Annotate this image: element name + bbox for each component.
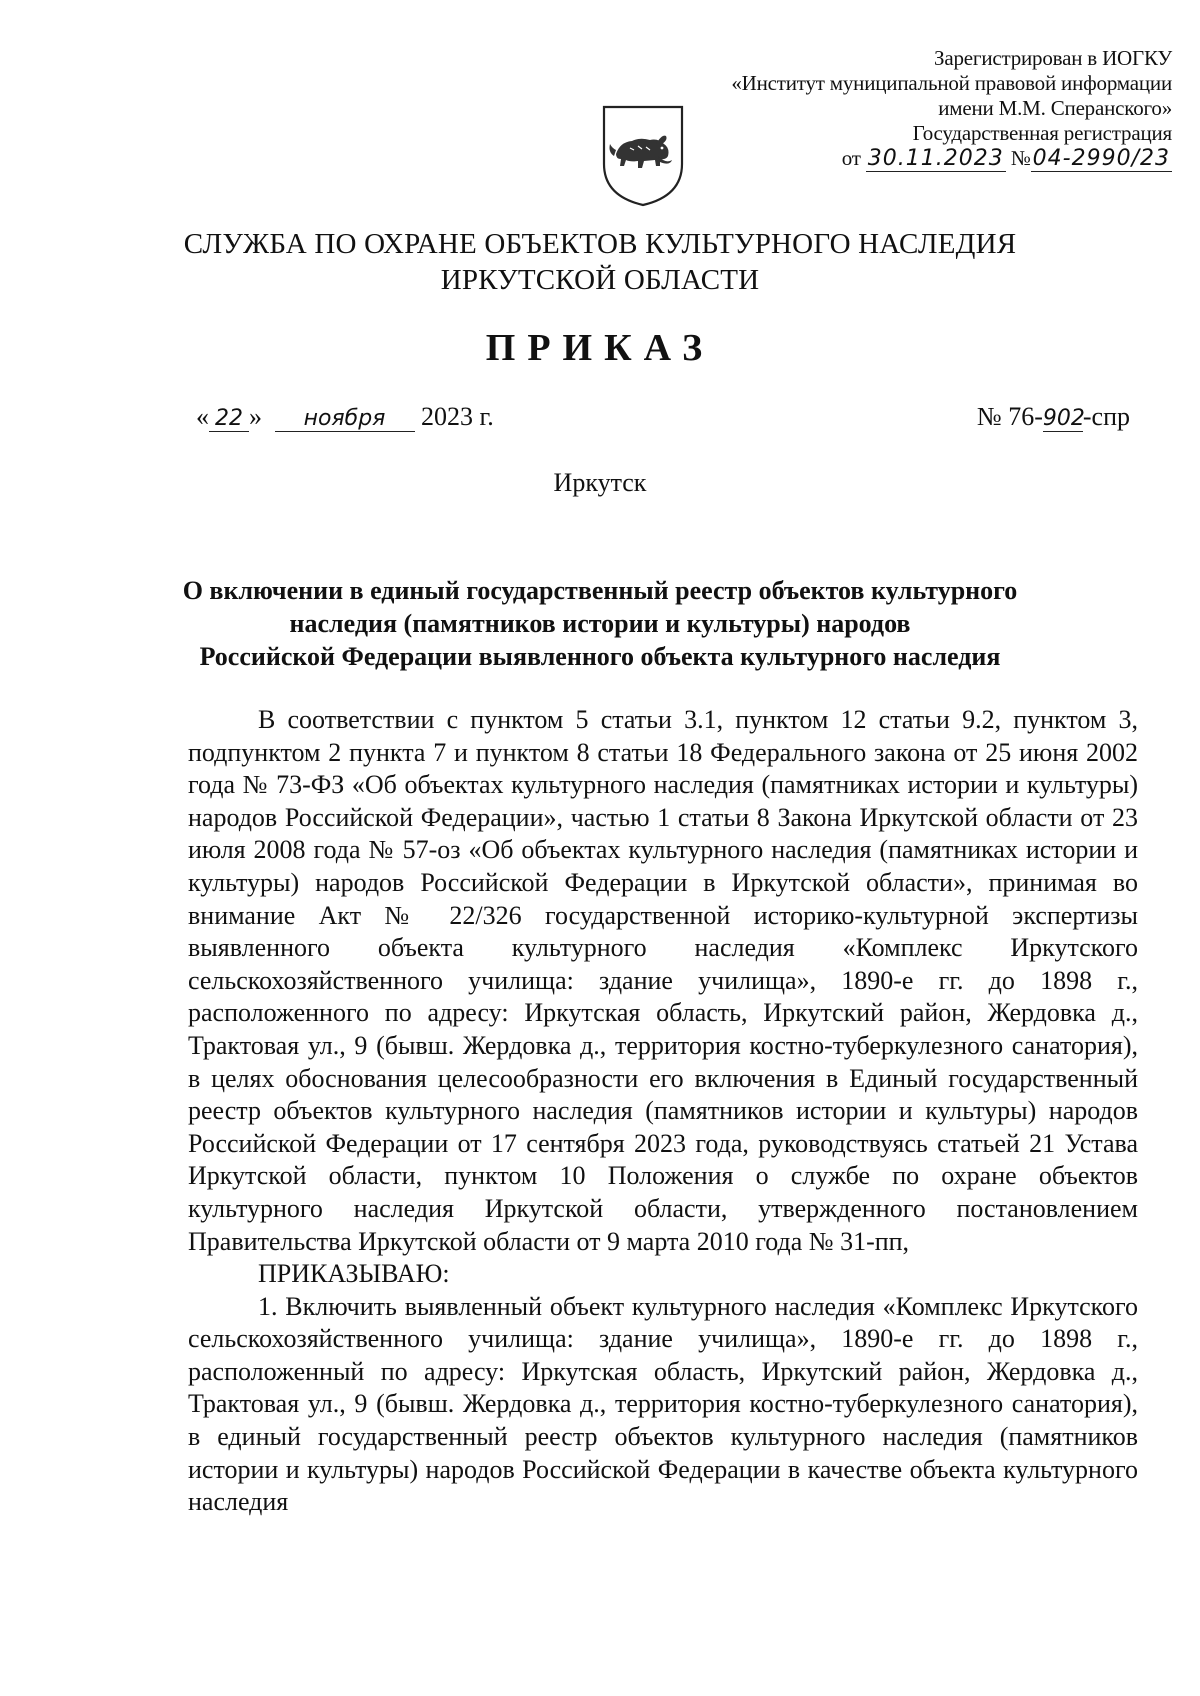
agency-name-line-2: ИРКУТСКОЙ ОБЛАСТИ <box>440 264 760 296</box>
registration-date-prefix: от <box>841 146 861 170</box>
registration-stamp <box>652 46 1172 171</box>
order-number <box>977 402 1130 432</box>
order-number-suffix: -спр <box>1082 402 1130 431</box>
order-title-line-3: Российской Федерации выявленного объекта культурного наследия <box>199 642 1001 671</box>
registration-line-4: Государственная регистрация <box>912 121 1172 145</box>
registration-line-1: Зарегистрирован в ИОГКУ <box>934 46 1172 70</box>
clause-1-paragraph: 1. Включить выявленный объект культурного наследия «Комплекс Иркутского сельскохозяйственного училища: здание училища», 1890-е гг. до 1898 г., расположенный по адресу: Иркутская область, Иркутский район, Жердовка д., Трактовая ул., 9 (бывш. Жердовка д., территория костно-туберкулезного санатория), в единый государственный реестр объектов культурного наследия (памятников истории и культуры) народов Российской Федерации в качестве объекта культурного наследия <box>188 1291 1138 1517</box>
order-title-line-1: О включении в единый государственный реестр объектов культурного <box>182 576 1018 605</box>
agency-name-line-1: СЛУЖБА ПО ОХРАНЕ ОБЪЕКТОВ КУЛЬТУРНОГО НАСЛЕДИЯ <box>183 228 1017 260</box>
document-type: ПРИКАЗ <box>485 327 715 369</box>
order-title <box>140 574 1060 673</box>
order-number-prefix: № 76- <box>976 402 1043 431</box>
order-number-hand: 902 <box>1042 406 1085 431</box>
agency-name <box>0 226 1200 298</box>
registration-line-2: «Институт муниципальной правовой информации <box>731 71 1172 95</box>
registration-number-prefix: № <box>1010 146 1031 170</box>
quote-open: « <box>196 402 209 431</box>
order-month: ноября <box>275 406 415 432</box>
order-day: 22 <box>209 406 249 432</box>
coat-of-arms-icon <box>600 104 686 208</box>
preamble-paragraph: В соответствии с пунктом 5 статьи 3.1, пунктом 12 статьи 9.2, пунктом 3, подпунктом 2 пункта 7 и пунктом 8 статьи 18 Федерального закона от 25 июня 2002 года № 73-ФЗ «Об объектах культурного наследия (памятниках истории и культуры) народов Российской Федерации», частью 1 статьи 8 Закона Иркутской области от 23 июля 2008 года № 57-оз «Об объектах культурного наследия (памятниках истории и культуры) народов Российской Федерации в Иркутской области», принимая во внимание Акт № 22/326 государственной историко-культурной экспертизы выявленного объекта культурного наследия «Комплекс Иркутского сельскохозяйственного училища: здание училища», 1890-е гг. до 1898 г., расположенного по адресу: Иркутская область, Иркутский район, Жердовка д., Трактовая ул., 9 (бывш. Жердовка д., территория костно-туберкулезного санатория), в целях обоснования целесообразности его включения в Единый государственный реестр объектов культурного наследия (памятников истории и культуры) народов Российской Федерации от 17 сентября 2023 года, руководствуясь статьей 21 Устава Иркутской области, пунктом 10 Положения о службе по охране объектов культурного наследия Иркутской области, утвержденного постановлением Правительства Иркутской области от 9 марта 2010 года № 31-пп, <box>188 705 1138 1256</box>
order-year: 2023 г. <box>421 402 494 431</box>
order-date <box>196 402 494 432</box>
quote-close: » <box>249 402 262 431</box>
registration-number-value: 04-2990/23 <box>1032 146 1170 171</box>
order-date-number-row <box>196 402 1130 442</box>
registration-line-3: имени М.М. Сперанского» <box>938 96 1172 120</box>
order-title-line-2: наследия (памятников истории и культуры) народов <box>289 609 911 638</box>
command-word: ПРИКАЗЫВАЮ: <box>258 1259 450 1289</box>
registration-date-value: 30.11.2023 <box>867 146 1004 171</box>
order-body <box>188 704 1138 1519</box>
order-city: Иркутск <box>553 468 647 497</box>
registration-date-line <box>652 146 1172 171</box>
